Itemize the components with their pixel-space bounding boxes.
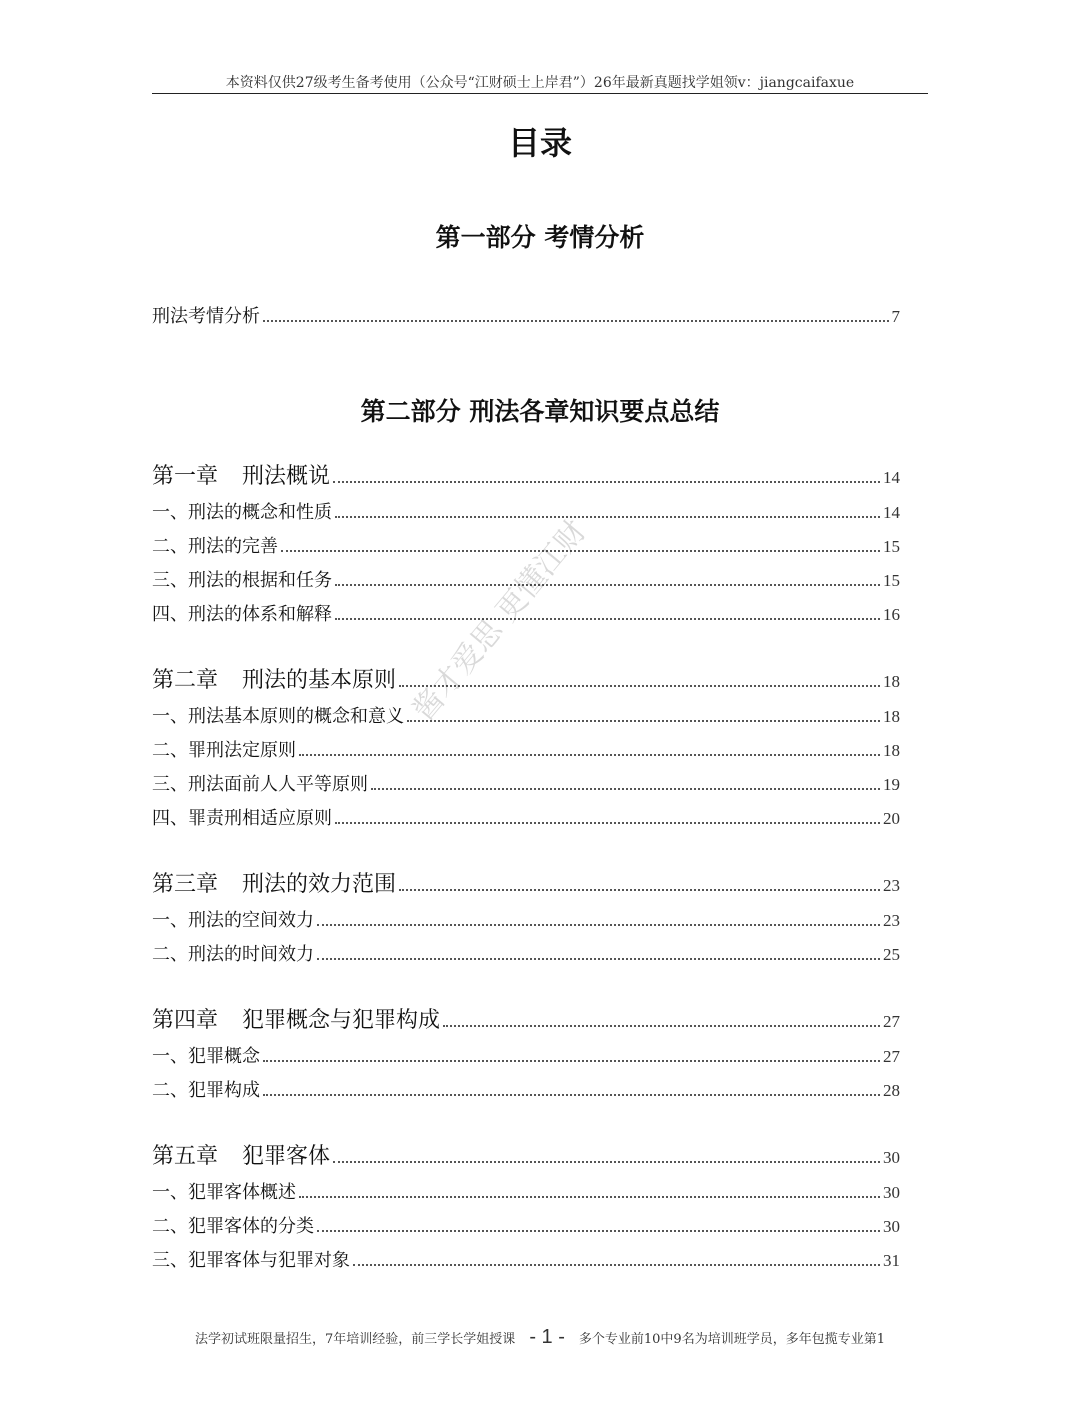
chapter-number: 第二章 [152,668,219,693]
toc-section[interactable] [152,804,900,834]
section-label: 三、刑法面前人人平等原则 [152,774,368,795]
leader-dots [335,584,880,586]
toc-page-number: 7 [891,307,900,326]
section-label: 二、罪刑法定原则 [152,740,296,761]
chapter-label [152,462,330,492]
section-label: 二、犯罪客体的分类 [152,1216,314,1237]
part2-title: 第二部分 刑法各章知识要点总结 [360,397,720,426]
toc-page-number: 14 [883,468,900,487]
chapter-name: 犯罪客体 [242,1144,331,1169]
toc-page-number: 28 [883,1081,900,1100]
leader-dots [299,1196,880,1198]
footer-left-text: 法学初试班限量招生，7年培训经验，前三学长学姐授课 [195,1332,516,1347]
chapter-name: 犯罪概念与犯罪构成 [242,1008,441,1033]
leader-dots [317,924,880,926]
leader-dots [399,685,880,687]
leader-dots [371,788,880,790]
leader-dots [335,822,880,824]
toc-page-number: 18 [883,741,900,760]
section-label: 二、刑法的时间效力 [152,944,314,965]
toc-chapter-1[interactable] [152,462,900,492]
leader-dots [335,618,880,620]
watermark: 酱才爱思 更懂江财 [406,513,594,728]
toc-page-number: 23 [883,876,900,895]
toc-page-number: 27 [883,1012,900,1031]
chapter-name: 刑法的基本原则 [242,668,397,693]
section-label: 一、刑法基本原则的概念和意义 [152,706,404,727]
section-label: 四、刑法的体系和解释 [152,604,332,625]
toc-page-number: 20 [883,809,900,828]
footer-page-number: - 1 - [529,1326,565,1348]
leader-dots [263,1060,880,1062]
toc-entry-label: 刑法考情分析 [152,306,260,327]
toc-section[interactable] [152,1042,900,1072]
toc-page-number: 15 [883,537,900,556]
section-label: 一、刑法的概念和性质 [152,502,332,523]
leader-dots [333,1161,880,1163]
leader-dots [399,889,880,891]
page-footer [152,1326,928,1349]
section-label: 三、犯罪客体与犯罪对象 [152,1250,350,1271]
toc-page-number: 30 [883,1183,900,1202]
chapter-name: 刑法概说 [242,464,331,489]
leader-dots [333,481,880,483]
toc-page-number: 23 [883,911,900,930]
leader-dots [317,1230,880,1232]
chapter-label [152,1006,440,1036]
header-rule [152,93,928,94]
leader-dots [263,320,889,322]
leader-dots [263,1094,880,1096]
toc-section[interactable] [152,1246,900,1276]
chapter-label [152,1142,330,1172]
chapter-label [152,666,396,696]
page-header: 本资料仅供27级考生备考使用（公众号“江财硕士上岸君”）26年最新真题找学姐领v：jiangcaifaxue [225,75,855,91]
toc-page-number: 31 [883,1251,900,1270]
chapter-number: 第三章 [152,872,219,897]
toc-section[interactable] [152,702,900,732]
toc-chapter-3[interactable] [152,870,900,900]
toc-chapter-4[interactable] [152,1006,900,1036]
toc-section[interactable] [152,906,900,936]
section-label: 一、犯罪概念 [152,1046,260,1067]
toc-section[interactable] [152,770,900,800]
toc-page-number: 16 [883,605,900,624]
chapter-number: 第一章 [152,464,219,489]
toc-section[interactable] [152,1178,900,1208]
toc-page-number: 25 [883,945,900,964]
footer-right-text: 多个专业前10中9名为培训班学员，多年包揽专业第1 [578,1332,885,1347]
section-label: 二、犯罪构成 [152,1080,260,1101]
section-label: 四、罪责刑相适应原则 [152,808,332,829]
toc-entry-exam-analysis[interactable] [152,302,900,332]
section-label: 二、刑法的完善 [152,536,278,557]
chapter-number: 第五章 [152,1144,219,1169]
toc-chapter-5[interactable] [152,1142,900,1172]
toc-section[interactable] [152,498,900,528]
leader-dots [335,516,880,518]
leader-dots [353,1264,880,1266]
section-label: 三、刑法的根据和任务 [152,570,332,591]
toc-page-number: 15 [883,571,900,590]
document-title: 目录 [507,124,572,162]
leader-dots [443,1025,880,1027]
part1-title: 第一部分 考情分析 [435,223,645,252]
chapter-label [152,870,396,900]
toc-page-number: 14 [883,503,900,522]
toc-page-number: 18 [883,707,900,726]
toc-page-number: 18 [883,672,900,691]
toc-page-number: 19 [883,775,900,794]
section-label: 一、犯罪客体概述 [152,1182,296,1203]
toc-section[interactable] [152,1076,900,1106]
section-label: 一、刑法的空间效力 [152,910,314,931]
leader-dots [317,958,880,960]
toc-page-number: 30 [883,1217,900,1236]
toc-page-number: 30 [883,1148,900,1167]
leader-dots [407,720,880,722]
toc-section[interactable] [152,1212,900,1242]
leader-dots [299,754,880,756]
toc-section[interactable] [152,736,900,766]
toc-chapter-2[interactable] [152,666,900,696]
toc-section[interactable] [152,940,900,970]
chapter-number: 第四章 [152,1008,219,1033]
chapter-name: 刑法的效力范围 [242,872,397,897]
toc-page-number: 27 [883,1047,900,1066]
